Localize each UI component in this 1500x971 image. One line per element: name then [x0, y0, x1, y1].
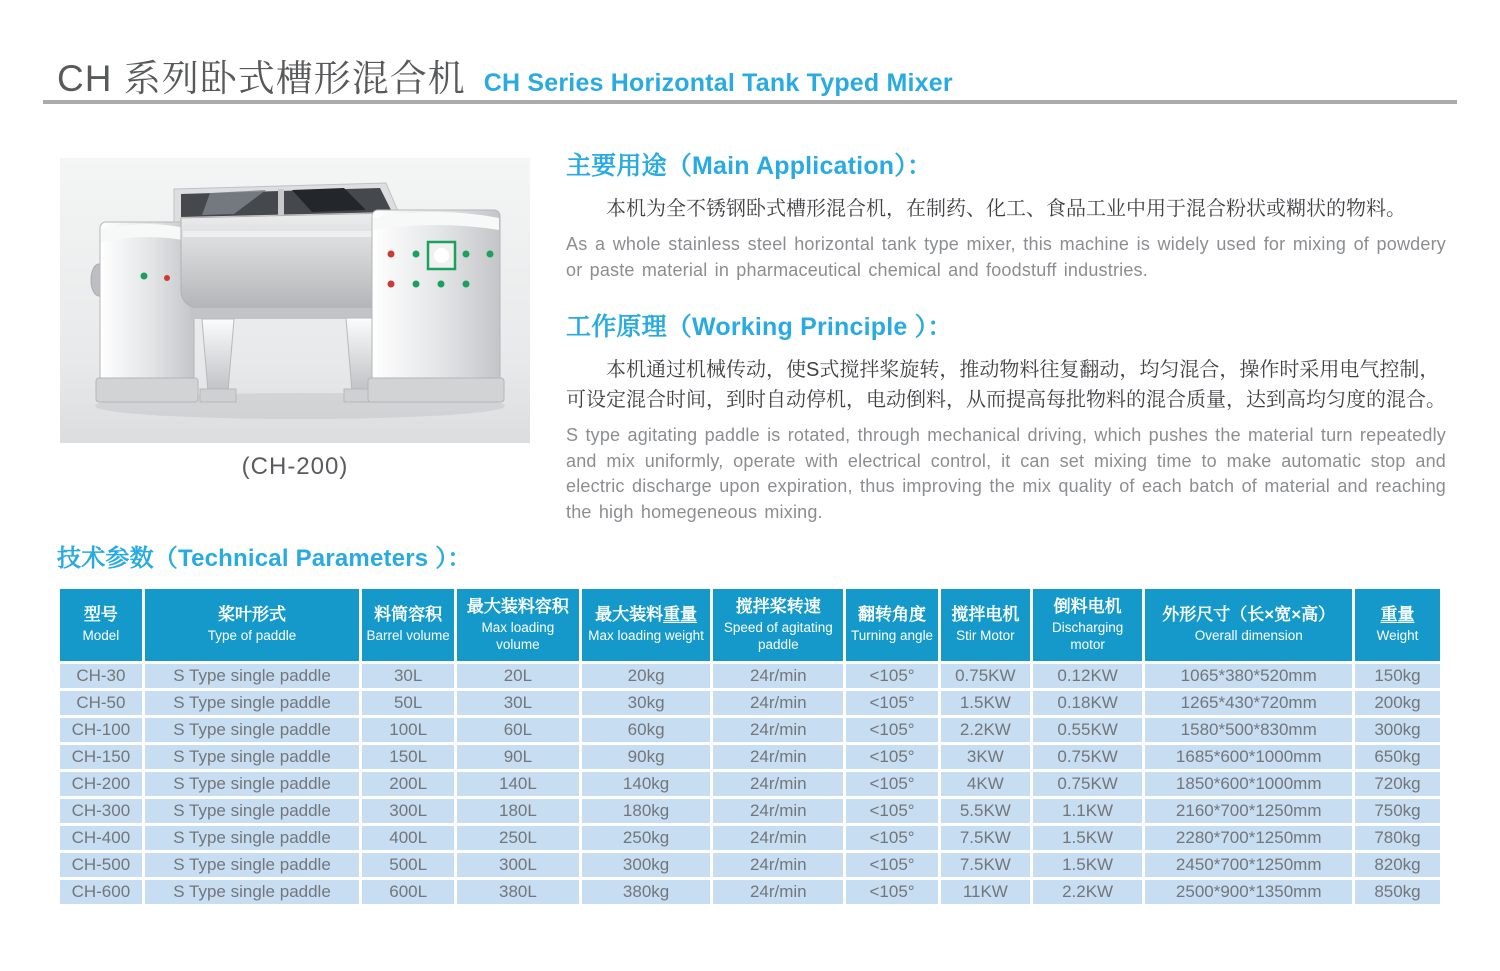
table-row — [59, 878, 1442, 905]
table-cell: 0.12KW — [1031, 662, 1144, 689]
table-cell: S Type single paddle — [143, 716, 361, 743]
column-header: 最大装料重量 Max loading weight — [580, 588, 712, 663]
working-principle-body-en: S type agitating paddle is rotated, through mechanical driving, which pushes the material turn repeatedly and mix uniformly, operate with electrical control, it can set mixing time to make automatic stop and electric discharge upon expiration, thus improving the mix quality of each batch of material and reaching the high homegeneous mixing. — [566, 425, 1446, 522]
main-application-body-zh: 本机为全不锈钢卧式槽形混合机，在制药、化工、食品工业中用于混合粉状或糊状的物料。 — [606, 198, 1406, 220]
table-cell: S Type single paddle — [143, 824, 361, 851]
table-header — [59, 588, 1442, 663]
paddle-shaft — [278, 189, 284, 216]
table-body — [59, 662, 1442, 905]
table-cell: 60L — [456, 716, 581, 743]
table-cell: 20kg — [580, 662, 712, 689]
table-cell: 400L — [361, 824, 456, 851]
table-cell: 24r/min — [712, 770, 845, 797]
table-cell: 60kg — [580, 716, 712, 743]
table-cell: 1.5KW — [1031, 851, 1144, 878]
product-photo — [60, 158, 530, 481]
table-cell: 2280*700*1250mm — [1144, 824, 1354, 851]
description-sections — [566, 146, 1446, 549]
table-cell: <105° — [845, 689, 940, 716]
panel-button-green — [463, 281, 470, 288]
table-cell: <105° — [845, 878, 940, 905]
table-cell: 1685*600*1000mm — [1144, 743, 1354, 770]
panel-button-red — [388, 251, 395, 258]
table-cell: CH-500 — [59, 851, 144, 878]
table-cell: 11KW — [939, 878, 1031, 905]
table-cell: 380L — [456, 878, 581, 905]
table-cell: S Type single paddle — [143, 770, 361, 797]
table-cell: 780kg — [1353, 824, 1441, 851]
column-header: 搅拌桨转速 Speed of agitating paddle — [712, 588, 845, 663]
panel-button-green — [413, 251, 420, 258]
table-cell: 1065*380*520mm — [1144, 662, 1354, 689]
table-cell: 3KW — [939, 743, 1031, 770]
table-cell: 50L — [361, 689, 456, 716]
working-principle-body-zh: 本机通过机械传动，使S式搅拌桨旋转，推动物料往复翻动，均匀混合，操作时采用电气控制，可设定混合时间，到时自动停机，电动倒料，从而提高每批物料的混合质量，达到高均匀度的混合。 — [566, 359, 1446, 412]
table-cell: 600L — [361, 878, 456, 905]
table-cell: 140L — [456, 770, 581, 797]
column-header: 搅拌电机 Stir Motor — [939, 588, 1031, 663]
table-row — [59, 851, 1442, 878]
table-cell: 7.5KW — [939, 851, 1031, 878]
working-principle-heading: 工作原理（Working Principle ）： — [566, 313, 953, 342]
table-row — [59, 689, 1442, 716]
right-cabinet — [368, 210, 504, 402]
table-cell: 0.75KW — [1031, 743, 1144, 770]
table-cell: 24r/min — [712, 824, 845, 851]
table-cell: 1265*430*720mm — [1144, 689, 1354, 716]
table-cell: CH-100 — [59, 716, 144, 743]
table-cell: 1.1KW — [1031, 797, 1144, 824]
table-cell: 5.5KW — [939, 797, 1031, 824]
table-cell: 720kg — [1353, 770, 1441, 797]
table-cell: 150L — [361, 743, 456, 770]
table-cell: 90kg — [580, 743, 712, 770]
table-cell: S Type single paddle — [143, 797, 361, 824]
table-cell: 0.75KW — [939, 662, 1031, 689]
table-cell: S Type single paddle — [143, 851, 361, 878]
table-cell: 4KW — [939, 770, 1031, 797]
table-cell: <105° — [845, 662, 940, 689]
title-divider — [43, 100, 1457, 104]
table-cell: <105° — [845, 770, 940, 797]
table-cell: 820kg — [1353, 851, 1441, 878]
main-application-body-en: As a whole stainless steel horizontal tank type mixer, this machine is widely used for mixing of powdery or paste material in pharmaceutical chemical and foodstuff industries. — [566, 234, 1446, 280]
table-cell: 100L — [361, 716, 456, 743]
table-cell: CH-400 — [59, 824, 144, 851]
column-header: 料筒容积 Barrel volume — [361, 588, 456, 663]
column-header: 重量 Weight — [1353, 588, 1441, 663]
table-cell: 250L — [456, 824, 581, 851]
table-cell: 1.5KW — [939, 689, 1031, 716]
panel-button-green — [487, 251, 494, 258]
table-cell: 2500*900*1350mm — [1144, 878, 1354, 905]
indicator-light-green — [141, 273, 148, 280]
table-cell: S Type single paddle — [143, 878, 361, 905]
table-header-row — [59, 588, 1442, 663]
table-cell: <105° — [845, 824, 940, 851]
panel-switch-knob — [434, 248, 449, 263]
table-cell: 1850*600*1000mm — [1144, 770, 1354, 797]
page-title — [57, 48, 953, 102]
table-cell: 2.2KW — [939, 716, 1031, 743]
table-cell: 1580*500*830mm — [1144, 716, 1354, 743]
indicator-light-red — [164, 275, 170, 281]
working-principle-section — [566, 307, 1446, 525]
table-cell: 140kg — [580, 770, 712, 797]
table-cell: 750kg — [1353, 797, 1441, 824]
table-cell: 300L — [361, 797, 456, 824]
table-cell: CH-150 — [59, 743, 144, 770]
table-cell: 300kg — [1353, 716, 1441, 743]
table-row — [59, 743, 1442, 770]
table-cell: 24r/min — [712, 878, 845, 905]
table-cell: 30L — [361, 662, 456, 689]
table-cell: 0.75KW — [1031, 770, 1144, 797]
table-cell: 30L — [456, 689, 581, 716]
table-cell: CH-50 — [59, 689, 144, 716]
table-cell: 2160*700*1250mm — [1144, 797, 1354, 824]
main-application-heading: 主要用途（Main Application）： — [566, 152, 933, 180]
table-cell: 24r/min — [712, 662, 845, 689]
table-cell: 500L — [361, 851, 456, 878]
table-row — [59, 662, 1442, 689]
table-cell: CH-600 — [59, 878, 144, 905]
table-cell: <105° — [845, 851, 940, 878]
table-cell: 650kg — [1353, 743, 1441, 770]
table-row — [59, 716, 1442, 743]
table-cell: 24r/min — [712, 743, 845, 770]
technical-parameters-table — [57, 586, 1443, 907]
table-cell: 380kg — [580, 878, 712, 905]
panel-button-red — [388, 281, 395, 288]
left-leg — [202, 319, 234, 392]
panel-button-green — [413, 281, 420, 288]
column-header: 外形尺寸（长×宽×高） Overall dimension — [1144, 588, 1354, 663]
table-cell: <105° — [845, 797, 940, 824]
table-cell: 1.5KW — [1031, 824, 1144, 851]
table-cell: 300kg — [580, 851, 712, 878]
table-cell: 850kg — [1353, 878, 1441, 905]
column-header: 桨叶形式 Type of paddle — [143, 588, 361, 663]
page-title-en: CH Series Horizontal Tank Typed Mixer — [483, 69, 953, 97]
table-cell: S Type single paddle — [143, 743, 361, 770]
column-header: 翻转角度 Turning angle — [845, 588, 940, 663]
table-row — [59, 770, 1442, 797]
table-cell: <105° — [845, 743, 940, 770]
table-cell: 24r/min — [712, 851, 845, 878]
table-cell: 0.18KW — [1031, 689, 1144, 716]
column-header: 最大装料容积 Max loading volume — [456, 588, 581, 663]
table-cell: <105° — [845, 716, 940, 743]
panel-button-green — [438, 281, 445, 288]
table-cell: 180kg — [580, 797, 712, 824]
table-cell: CH-30 — [59, 662, 144, 689]
table-cell: 24r/min — [712, 797, 845, 824]
table-cell: S Type single paddle — [143, 689, 361, 716]
table-cell: 150kg — [1353, 662, 1441, 689]
table-cell: 300L — [456, 851, 581, 878]
table-cell: 24r/min — [712, 689, 845, 716]
main-application-section — [566, 146, 1446, 283]
table-cell: CH-200 — [59, 770, 144, 797]
table-cell: 7.5KW — [939, 824, 1031, 851]
column-header: 倒料电机 Discharging motor — [1031, 588, 1144, 663]
panel-button-green — [463, 251, 470, 258]
table-row — [59, 824, 1442, 851]
technical-parameters-heading: 技术参数（Technical Parameters ）： — [57, 545, 472, 572]
table-cell: 2450*700*1250mm — [1144, 851, 1354, 878]
table-row — [59, 797, 1442, 824]
table-cell: 2.2KW — [1031, 878, 1144, 905]
table-cell: 20L — [456, 662, 581, 689]
table-cell: 24r/min — [712, 716, 845, 743]
table-cell: 30kg — [580, 689, 712, 716]
table-cell: 180L — [456, 797, 581, 824]
mixer-machine-illustration — [60, 158, 530, 443]
technical-parameters-table-wrap — [57, 586, 1443, 907]
table-cell: CH-300 — [59, 797, 144, 824]
table-cell: 0.55KW — [1031, 716, 1144, 743]
table-cell: 200L — [361, 770, 456, 797]
page-title-zh: CH 系列卧式槽形混合机 — [57, 58, 466, 99]
table-cell: 90L — [456, 743, 581, 770]
table-cell: S Type single paddle — [143, 662, 361, 689]
product-photo-caption: (CH-200) — [241, 453, 349, 480]
column-header: 型号 Model — [59, 588, 144, 663]
table-cell: 200kg — [1353, 689, 1441, 716]
table-cell: 250kg — [580, 824, 712, 851]
